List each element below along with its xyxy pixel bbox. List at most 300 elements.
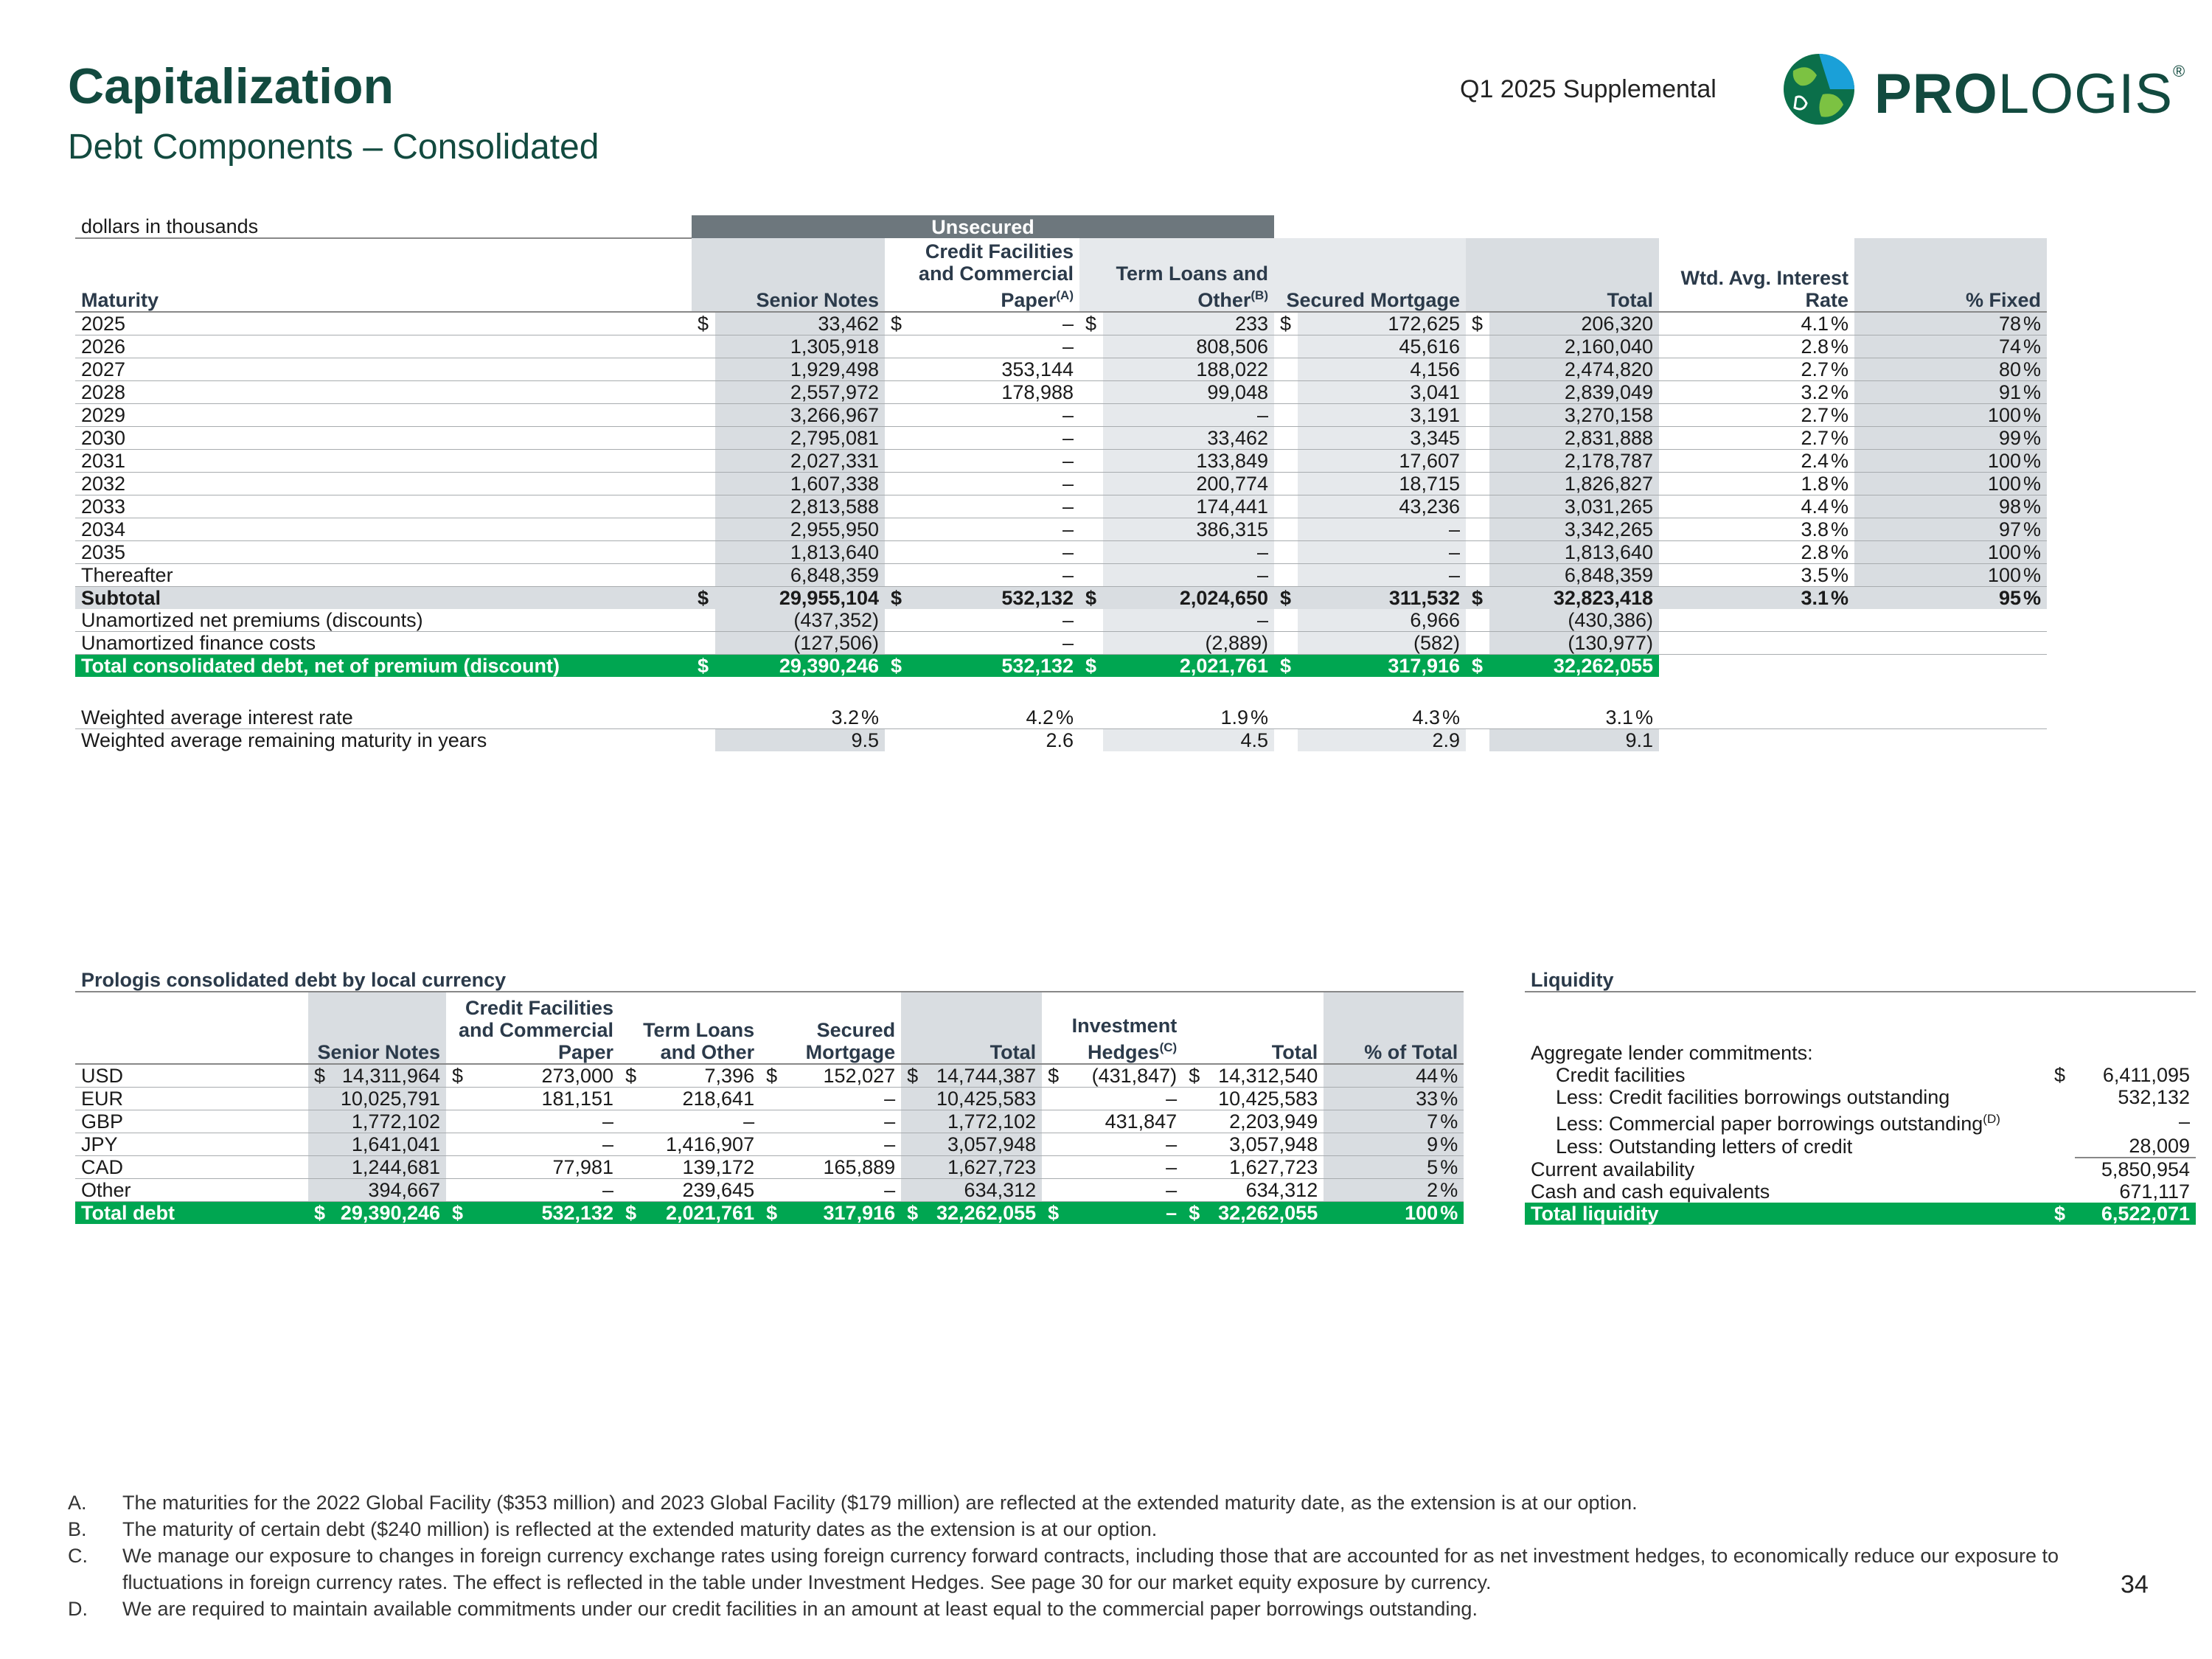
- dollar-sign: [1079, 404, 1103, 427]
- col-credit-facilities: Credit Facilities and Commercial Paper$^{(A)}$: [885, 238, 1079, 312]
- value-cell: 2.9: [1298, 729, 1466, 752]
- dollar-sign: $: [1183, 1064, 1206, 1088]
- dollar-sign: [1466, 729, 1489, 752]
- liquidity-label: Less: Outstanding letters of credit: [1556, 1135, 1853, 1158]
- total-liquidity-row: [1525, 1203, 2196, 1225]
- value-cell: 1,607,338: [715, 473, 885, 495]
- value-cell: 1,416,907: [642, 1133, 760, 1156]
- rate-cell: 2.7 %: [1659, 427, 1854, 450]
- value-cell: 32,262,055: [1489, 655, 1659, 678]
- currency-row: [75, 1088, 1464, 1110]
- dollar-sign: [1274, 729, 1298, 752]
- currency-table-title: Prologis consolidated debt by local currency: [75, 969, 1464, 992]
- empty-cell: [1659, 729, 1854, 752]
- dollar-sign: [692, 495, 715, 518]
- value-cell: –: [642, 1110, 760, 1133]
- currency-col-blank: [75, 992, 308, 1064]
- value-cell: –: [783, 1088, 901, 1110]
- value-cell: –: [908, 632, 1079, 655]
- rate-cell: 2.8 %: [1659, 335, 1854, 358]
- value-cell: 17,607: [1298, 450, 1466, 473]
- fixed-cell: 100 %: [1854, 450, 2047, 473]
- dollar-sign: $: [901, 1202, 924, 1225]
- empty-cell: [1659, 706, 1854, 729]
- row-label: Subtotal: [75, 587, 692, 610]
- empty-cell: [1854, 729, 2047, 752]
- row-label: 2026: [75, 335, 692, 358]
- subtotal-row: [75, 587, 2047, 610]
- dollar-sign: [760, 1179, 783, 1202]
- fixed-cell: 98 %: [1854, 495, 2047, 518]
- dollar-sign: [901, 1110, 924, 1133]
- currency-col-header: Investment Hedges$^{(C)}$: [1042, 992, 1183, 1064]
- dollar-sign: [619, 1156, 642, 1179]
- pct-cell: 44 %: [1324, 1064, 1464, 1088]
- fixed-cell: 97 %: [1854, 518, 2047, 541]
- fixed-cell: 100 %: [1854, 473, 2047, 495]
- dollar-sign: [308, 1110, 331, 1133]
- value-cell: 3,270,158: [1489, 404, 1659, 427]
- value-cell: 10,425,583: [924, 1088, 1042, 1110]
- footnote-letter: C.: [68, 1545, 88, 1567]
- currency-col-header: Total: [1183, 992, 1324, 1064]
- value-cell: –: [908, 427, 1079, 450]
- footnote-letter: B.: [68, 1518, 87, 1540]
- value-cell: 317,916: [1298, 655, 1466, 678]
- value-cell: 14,744,387: [924, 1064, 1042, 1088]
- currency-col-header: % of Total: [1324, 992, 1464, 1064]
- dollar-sign: [692, 450, 715, 473]
- row-label: Total consolidated debt, net of premium (discount): [75, 655, 692, 678]
- value-cell: –: [908, 312, 1079, 335]
- wtd-avg-rate-row: [75, 706, 2047, 729]
- dollar-sign: $: [692, 587, 715, 610]
- fixed-cell: 78 %: [1854, 312, 2047, 335]
- row-label: Unamortized net premiums (discounts): [75, 609, 692, 632]
- currency-col-header: Senior Notes: [308, 992, 446, 1064]
- currency-label: CAD: [75, 1156, 308, 1179]
- value-cell: 4,156: [1298, 358, 1466, 381]
- value-cell: 2,021,761: [642, 1202, 760, 1225]
- value-cell: –: [469, 1179, 619, 1202]
- dollar-sign: [1274, 358, 1298, 381]
- value-cell: –: [469, 1110, 619, 1133]
- value-cell: 532,132: [469, 1202, 619, 1225]
- value-cell: 634,312: [1206, 1179, 1324, 1202]
- rate-cell: 4.1 %: [1659, 312, 1854, 335]
- dollar-sign: [1274, 706, 1298, 729]
- dollar-sign: [1466, 541, 1489, 564]
- dollar-sign: [885, 706, 908, 729]
- spacer-row: [75, 677, 2047, 706]
- dollar-sign: [1079, 706, 1103, 729]
- value-cell: 33,462: [1103, 427, 1274, 450]
- row-label: 2034: [75, 518, 692, 541]
- liquidity-row: [1525, 1108, 2196, 1135]
- dollar-sign: [1042, 1088, 1065, 1110]
- dollar-sign: [446, 1110, 469, 1133]
- dollar-sign: [1466, 609, 1489, 632]
- dollar-sign: [1042, 1133, 1065, 1156]
- supplemental-label: Q1 2025 Supplemental: [1460, 75, 1717, 103]
- pct-cell: 5 %: [1324, 1156, 1464, 1179]
- currency-row: [75, 1133, 1464, 1156]
- logo-wordmark: PROLOGIS®: [1874, 62, 2186, 125]
- dollar-sign: [1183, 1110, 1206, 1133]
- dollar-sign: [1079, 381, 1103, 404]
- value-cell: –: [908, 564, 1079, 587]
- dollar-sign: [1274, 335, 1298, 358]
- dollar-sign: [1274, 609, 1298, 632]
- value-cell: –: [783, 1179, 901, 1202]
- value-cell: 6,848,359: [1489, 564, 1659, 587]
- dollar-sign: [619, 1110, 642, 1133]
- value-cell: 2,813,588: [715, 495, 885, 518]
- fixed-cell: 80 %: [1854, 358, 2047, 381]
- value-cell: 29,955,104: [715, 587, 885, 610]
- maturity-row: [75, 312, 2047, 335]
- value-cell: –: [1065, 1202, 1183, 1225]
- value-cell: 45,616: [1298, 335, 1466, 358]
- dollar-sign: [446, 1088, 469, 1110]
- rate-cell: 1.8 %: [1659, 473, 1854, 495]
- dollar-sign: $: [446, 1202, 469, 1225]
- empty-cell: [1659, 655, 1854, 678]
- value-cell: 4.5: [1103, 729, 1274, 752]
- value-cell: 634,312: [924, 1179, 1042, 1202]
- value-cell: (582): [1298, 632, 1466, 655]
- maturity-row: [75, 564, 2047, 587]
- dollar-sign: [1042, 1179, 1065, 1202]
- rate-cell: 3.2 %: [1659, 381, 1854, 404]
- finance-costs-row: [75, 632, 2047, 655]
- dollar-sign: $: [619, 1064, 642, 1088]
- value-cell: 10,025,791: [331, 1088, 446, 1110]
- debt-maturity-table: [75, 215, 2047, 751]
- dollar-sign: [692, 427, 715, 450]
- value-cell: 32,823,418: [1489, 587, 1659, 610]
- value-cell: 29,390,246: [331, 1202, 446, 1225]
- value-cell: 3,057,948: [924, 1133, 1042, 1156]
- dollar-sign: [692, 404, 715, 427]
- dollar-sign: [308, 1088, 331, 1110]
- row-label: 2035: [75, 541, 692, 564]
- value-cell: 181,151: [469, 1088, 619, 1110]
- maturity-row: [75, 404, 2047, 427]
- dollar-sign: [692, 335, 715, 358]
- dollar-sign: $: [1274, 655, 1298, 678]
- row-label: 2032: [75, 473, 692, 495]
- dollar-sign: [619, 1088, 642, 1110]
- dollar-sign: $: [1079, 655, 1103, 678]
- liquidity-title: Liquidity: [1525, 969, 2196, 992]
- footnote-text: We manage our exposure to changes in foreign currency exchange rates using foreign currency forward contracts, including those that are accounted for as net investment hedges, to economically reduce our exposure to fluctuations in foreign currency rates. The effect is reflected in the table under Investment Hedges. See page 30 for our market equity exposure by currency.: [122, 1545, 2059, 1593]
- dollar-sign: [901, 1179, 924, 1202]
- currency-label: GBP: [75, 1110, 308, 1133]
- page-subtitle: Debt Components – Consolidated: [68, 128, 599, 167]
- value-cell: 394,667: [331, 1179, 446, 1202]
- currency-row: [75, 1156, 1464, 1179]
- row-label: 2031: [75, 450, 692, 473]
- currency-title-row: [75, 969, 1464, 992]
- col-secured-mortgage: Secured Mortgage: [1274, 238, 1466, 312]
- dollar-sign: [760, 1133, 783, 1156]
- value-cell: 3.2 %: [715, 706, 885, 729]
- footnote-text: The maturity of certain debt ($240 million) is reflected at the extended maturity dates as the extension is at our option.: [122, 1518, 1158, 1540]
- value-cell: 1,305,918: [715, 335, 885, 358]
- dollar-sign: $: [885, 655, 908, 678]
- fixed-cell: 91 %: [1854, 381, 2047, 404]
- value-cell: 273,000: [469, 1064, 619, 1088]
- value-cell: (430,386): [1489, 609, 1659, 632]
- dollar-sign: $: [1042, 1064, 1065, 1088]
- dollar-sign: [1274, 404, 1298, 427]
- value-cell: (431,847): [1065, 1064, 1183, 1088]
- value-cell: 808,506: [1103, 335, 1274, 358]
- dollar-sign: [2048, 1108, 2075, 1135]
- dollar-sign: [692, 473, 715, 495]
- currency-label: USD: [75, 1064, 308, 1088]
- value-cell: 3,345: [1298, 427, 1466, 450]
- dollar-sign: [885, 427, 908, 450]
- value-cell: 174,441: [1103, 495, 1274, 518]
- dollar-sign: [901, 1133, 924, 1156]
- dollar-sign: [1079, 427, 1103, 450]
- unsecured-header: Unsecured: [692, 215, 1274, 238]
- value-cell: –: [908, 518, 1079, 541]
- value-cell: 9.5: [715, 729, 885, 752]
- dollar-sign: $: [1466, 312, 1489, 335]
- value-cell: 1,627,723: [1206, 1156, 1324, 1179]
- dollar-sign: [901, 1156, 924, 1179]
- footnote-text: We are required to maintain available commitments under our credit facilities in an amount at least equal to the commercial paper borrowings outstanding.: [122, 1598, 1478, 1620]
- value-cell: 14,312,540: [1206, 1064, 1324, 1088]
- currency-row: [75, 1179, 1464, 1202]
- dollar-sign: $: [1274, 587, 1298, 610]
- pct-cell: 9 %: [1324, 1133, 1464, 1156]
- value-cell: 1,813,640: [715, 541, 885, 564]
- value-cell: 99,048: [1103, 381, 1274, 404]
- dollar-sign: $: [885, 312, 908, 335]
- dollar-sign: [1274, 541, 1298, 564]
- maturity-row: [75, 381, 2047, 404]
- value-cell: 2,021,761: [1103, 655, 1274, 678]
- dollar-sign: [1466, 381, 1489, 404]
- empty-cell: [1854, 706, 2047, 729]
- dollar-sign: [760, 1110, 783, 1133]
- dollar-sign: [1274, 427, 1298, 450]
- value-cell: 4.3 %: [1298, 706, 1466, 729]
- value-cell: 43,236: [1298, 495, 1466, 518]
- liquidity-title-row: [1525, 969, 2196, 992]
- value-cell: 4.2 %: [908, 706, 1079, 729]
- liquidity-value: 6,411,095: [2102, 1064, 2190, 1086]
- value-cell: –: [1298, 518, 1466, 541]
- value-cell: 2,178,787: [1489, 450, 1659, 473]
- dollar-sign: [1079, 632, 1103, 655]
- fixed-cell: 74 %: [1854, 335, 2047, 358]
- currency-label: JPY: [75, 1133, 308, 1156]
- value-cell: (130,977): [1489, 632, 1659, 655]
- footnote: [68, 1596, 2073, 1622]
- col-pct-fixed: % Fixed: [1854, 238, 2047, 312]
- value-cell: 233: [1103, 312, 1274, 335]
- value-cell: 32,262,055: [924, 1202, 1042, 1225]
- empty-cell: [1659, 632, 1854, 655]
- dollar-sign: [1274, 473, 1298, 495]
- value-cell: 3,041: [1298, 381, 1466, 404]
- dollar-sign: [1079, 609, 1103, 632]
- value-cell: 77,981: [469, 1156, 619, 1179]
- dollar-sign: [1079, 473, 1103, 495]
- dollar-sign: [446, 1133, 469, 1156]
- rate-cell: 2.4 %: [1659, 450, 1854, 473]
- total-consolidated-row: [75, 655, 2047, 678]
- value-cell: –: [783, 1133, 901, 1156]
- total-liquidity-label: Total liquidity: [1525, 1203, 2048, 1225]
- currency-col-header: Term Loans and Other: [619, 992, 760, 1064]
- dollar-sign: [1079, 541, 1103, 564]
- value-cell: –: [908, 495, 1079, 518]
- row-label: Weighted average interest rate: [75, 706, 692, 729]
- dollar-sign: [885, 518, 908, 541]
- value-cell: –: [1065, 1133, 1183, 1156]
- footnote-letter: A.: [68, 1492, 87, 1514]
- fixed-cell: 100 %: [1854, 564, 2047, 587]
- row-label: Thereafter: [75, 564, 692, 587]
- liquidity-label: Cash and cash equivalents: [1531, 1180, 1770, 1203]
- row-label: 2028: [75, 381, 692, 404]
- liquidity-row: [1525, 1135, 2196, 1158]
- dollar-sign: $: [1466, 655, 1489, 678]
- liquidity-row: [1525, 1158, 2196, 1180]
- liquidity-label: Current availability: [1531, 1158, 1695, 1180]
- currency-label: EUR: [75, 1088, 308, 1110]
- row-label: 2030: [75, 427, 692, 450]
- value-cell: 200,774: [1103, 473, 1274, 495]
- dollar-sign: [885, 632, 908, 655]
- dollar-sign: [1183, 1088, 1206, 1110]
- value-cell: 3,342,265: [1489, 518, 1659, 541]
- dollar-sign: [1466, 335, 1489, 358]
- value-cell: 10,425,583: [1206, 1088, 1324, 1110]
- fixed-cell: 99 %: [1854, 427, 2047, 450]
- value-cell: 3,191: [1298, 404, 1466, 427]
- dollar-sign: $: [901, 1064, 924, 1088]
- value-cell: 172,625: [1298, 312, 1466, 335]
- currency-label: Total debt: [75, 1202, 308, 1225]
- value-cell: (437,352): [715, 609, 885, 632]
- empty-cell: [1659, 609, 1854, 632]
- debt-header-row: [75, 238, 2047, 312]
- dollar-sign: [308, 1156, 331, 1179]
- value-cell: –: [1065, 1088, 1183, 1110]
- dollar-sign: [692, 706, 715, 729]
- rate-cell: 3.5 %: [1659, 564, 1854, 587]
- liquidity-table: [1525, 969, 2196, 1225]
- dollar-sign: $: [692, 312, 715, 335]
- value-cell: 178,988: [908, 381, 1079, 404]
- value-cell: 1,641,041: [331, 1133, 446, 1156]
- dollar-sign: [1079, 450, 1103, 473]
- dollar-sign: [2048, 1086, 2075, 1108]
- dollar-sign: $: [760, 1202, 783, 1225]
- value-cell: 431,847: [1065, 1110, 1183, 1133]
- maturity-row: [75, 427, 2047, 450]
- pct-cell: 7 %: [1324, 1110, 1464, 1133]
- value-cell: 1,772,102: [331, 1110, 446, 1133]
- fixed-cell: 100 %: [1854, 541, 2047, 564]
- dollar-sign: [885, 335, 908, 358]
- dollar-sign: [692, 632, 715, 655]
- value-cell: –: [908, 609, 1079, 632]
- value-cell: 1.9 %: [1103, 706, 1274, 729]
- value-cell: 2,203,949: [1206, 1110, 1324, 1133]
- pct-cell: 100 %: [1324, 1202, 1464, 1225]
- rate-cell: 3.8 %: [1659, 518, 1854, 541]
- dollar-sign: [1274, 381, 1298, 404]
- dollar-sign: [692, 729, 715, 752]
- dollar-sign: $: [308, 1202, 331, 1225]
- liquidity-value: 5,850,954: [2101, 1158, 2190, 1180]
- dollar-sign: [1274, 632, 1298, 655]
- dollar-sign: $: [308, 1064, 331, 1088]
- value-cell: –: [783, 1110, 901, 1133]
- dollar-sign: [1079, 335, 1103, 358]
- page-number: 34: [2121, 1571, 2149, 1599]
- maturity-row: [75, 358, 2047, 381]
- dollar-sign: $: [1042, 1202, 1065, 1225]
- rate-cell: 2.7 %: [1659, 404, 1854, 427]
- value-cell: 2,024,650: [1103, 587, 1274, 610]
- value-cell: 2,027,331: [715, 450, 885, 473]
- dollar-sign: [692, 381, 715, 404]
- rate-cell: 2.7 %: [1659, 358, 1854, 381]
- currency-col-header: Secured Mortgage: [760, 992, 901, 1064]
- value-cell: 3,266,967: [715, 404, 885, 427]
- col-term-loans: Term Loans and Other$^{(B)}$: [1079, 238, 1274, 312]
- value-cell: 14,311,964: [331, 1064, 446, 1088]
- aggregate-commitments-row: [1525, 1042, 2196, 1064]
- dollar-sign: [760, 1088, 783, 1110]
- dollar-sign: [692, 564, 715, 587]
- dollar-sign: $: [2054, 1064, 2066, 1086]
- dollar-sign: $: [1183, 1202, 1206, 1225]
- value-cell: 18,715: [1298, 473, 1466, 495]
- dollar-sign: $: [446, 1064, 469, 1088]
- value-cell: 311,532: [1298, 587, 1466, 610]
- prologis-logo: [1778, 46, 2191, 134]
- dollar-sign: [1274, 450, 1298, 473]
- dollar-sign: [885, 404, 908, 427]
- value-cell: 3,031,265: [1489, 495, 1659, 518]
- value-cell: 218,641: [642, 1088, 760, 1110]
- value-cell: 188,022: [1103, 358, 1274, 381]
- dollar-sign: $: [692, 655, 715, 678]
- dollar-sign: [885, 473, 908, 495]
- value-cell: 6,848,359: [715, 564, 885, 587]
- dollar-sign: $: [619, 1202, 642, 1225]
- value-cell: –: [908, 473, 1079, 495]
- dollar-sign: [446, 1156, 469, 1179]
- row-label: Weighted average remaining maturity in years: [81, 729, 487, 751]
- dollar-sign: $: [885, 587, 908, 610]
- footnotes: [68, 1489, 2073, 1622]
- dollar-sign: [1183, 1133, 1206, 1156]
- value-cell: 2,474,820: [1489, 358, 1659, 381]
- value-cell: 532,132: [908, 587, 1079, 610]
- value-cell: 6,966: [1298, 609, 1466, 632]
